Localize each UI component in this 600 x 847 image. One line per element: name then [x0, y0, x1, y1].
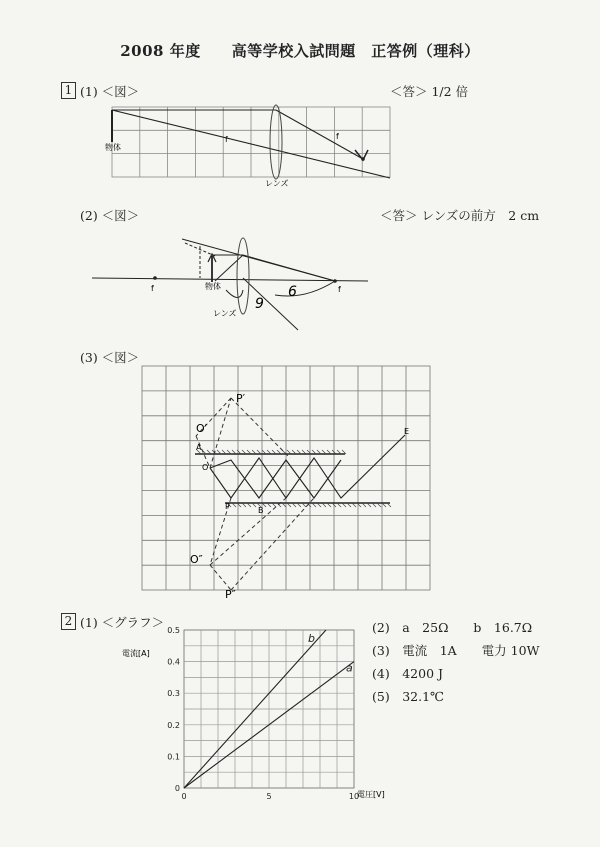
figure-1-lens-label: レンズ — [265, 179, 289, 188]
point-label-p: P — [225, 502, 230, 511]
point-label-p-double-prime: P″ — [225, 588, 236, 601]
question-1-number: 1 — [61, 82, 76, 99]
q1-part1-answer: ＜答＞ 1/2 倍 — [390, 84, 469, 99]
q1-part2-label: (2) ＜図＞ — [80, 208, 140, 223]
x-tick-label: 10 — [348, 792, 360, 801]
q1-part3-label: (3) ＜図＞ — [80, 350, 140, 365]
q2-answer-2: (2) a 25Ω b 16.7Ω — [372, 620, 533, 635]
figure-1-focal-label-2: f — [336, 132, 339, 141]
figure-1-focal-label-1: f — [225, 135, 228, 144]
figure-2-lens-label: レンズ — [213, 309, 237, 318]
q1-part1-label: (1) ＜図＞ — [80, 84, 140, 99]
q2-answer-4: (4) 4200 J — [372, 666, 444, 681]
point-label-o-double-prime: O″ — [190, 553, 203, 566]
series-label-a: a — [346, 661, 353, 675]
q2-part1-label: (1) ＜グラフ＞ — [80, 615, 165, 630]
graph-x-axis-label: 電圧[V] — [357, 790, 385, 799]
point-label-a: A — [196, 443, 202, 452]
q1-part2-answer: ＜答＞ レンズの前方 2 cm — [380, 208, 540, 223]
x-tick-label: 0 — [181, 792, 187, 801]
point-label-e: E — [404, 427, 410, 436]
series-label-b: b — [307, 632, 315, 645]
figure-2-number-9: 9 — [255, 296, 264, 312]
question-2-number: 2 — [61, 613, 76, 630]
y-tick-label: 0.3 — [167, 689, 180, 699]
point-label-p-prime: P′ — [236, 392, 246, 405]
figure-2-focal-left: f — [151, 284, 154, 293]
q2-answer-5: (5) 32.1℃ — [372, 689, 445, 704]
figure-1-object-label: 物体 — [105, 143, 121, 152]
y-tick-label: 0.2 — [167, 720, 180, 730]
point-label-o: O — [202, 463, 209, 472]
figure-2-object-label: 物体 — [205, 282, 221, 291]
point-label-b: B — [258, 506, 264, 515]
y-tick-label: 0.1 — [167, 752, 180, 762]
y-tick-label: 0.5 — [167, 626, 180, 635]
page-title: 2008 年度 高等学校入試問題 正答例（理科） — [120, 42, 480, 60]
figure-2-focal-right: f — [338, 285, 341, 294]
graph-grid — [184, 630, 354, 788]
point-label-o-prime: O′ — [196, 422, 208, 435]
y-tick-label: 0.4 — [167, 657, 180, 667]
x-tick-label: 5 — [266, 792, 272, 801]
figure-2-number-6: 6 — [288, 284, 297, 300]
graph-y-axis-label: 電流[A] — [122, 649, 150, 658]
q2-answer-3: (3) 電流 1A 電力 10W — [372, 643, 540, 658]
y-tick-label: 0 — [174, 784, 180, 793]
